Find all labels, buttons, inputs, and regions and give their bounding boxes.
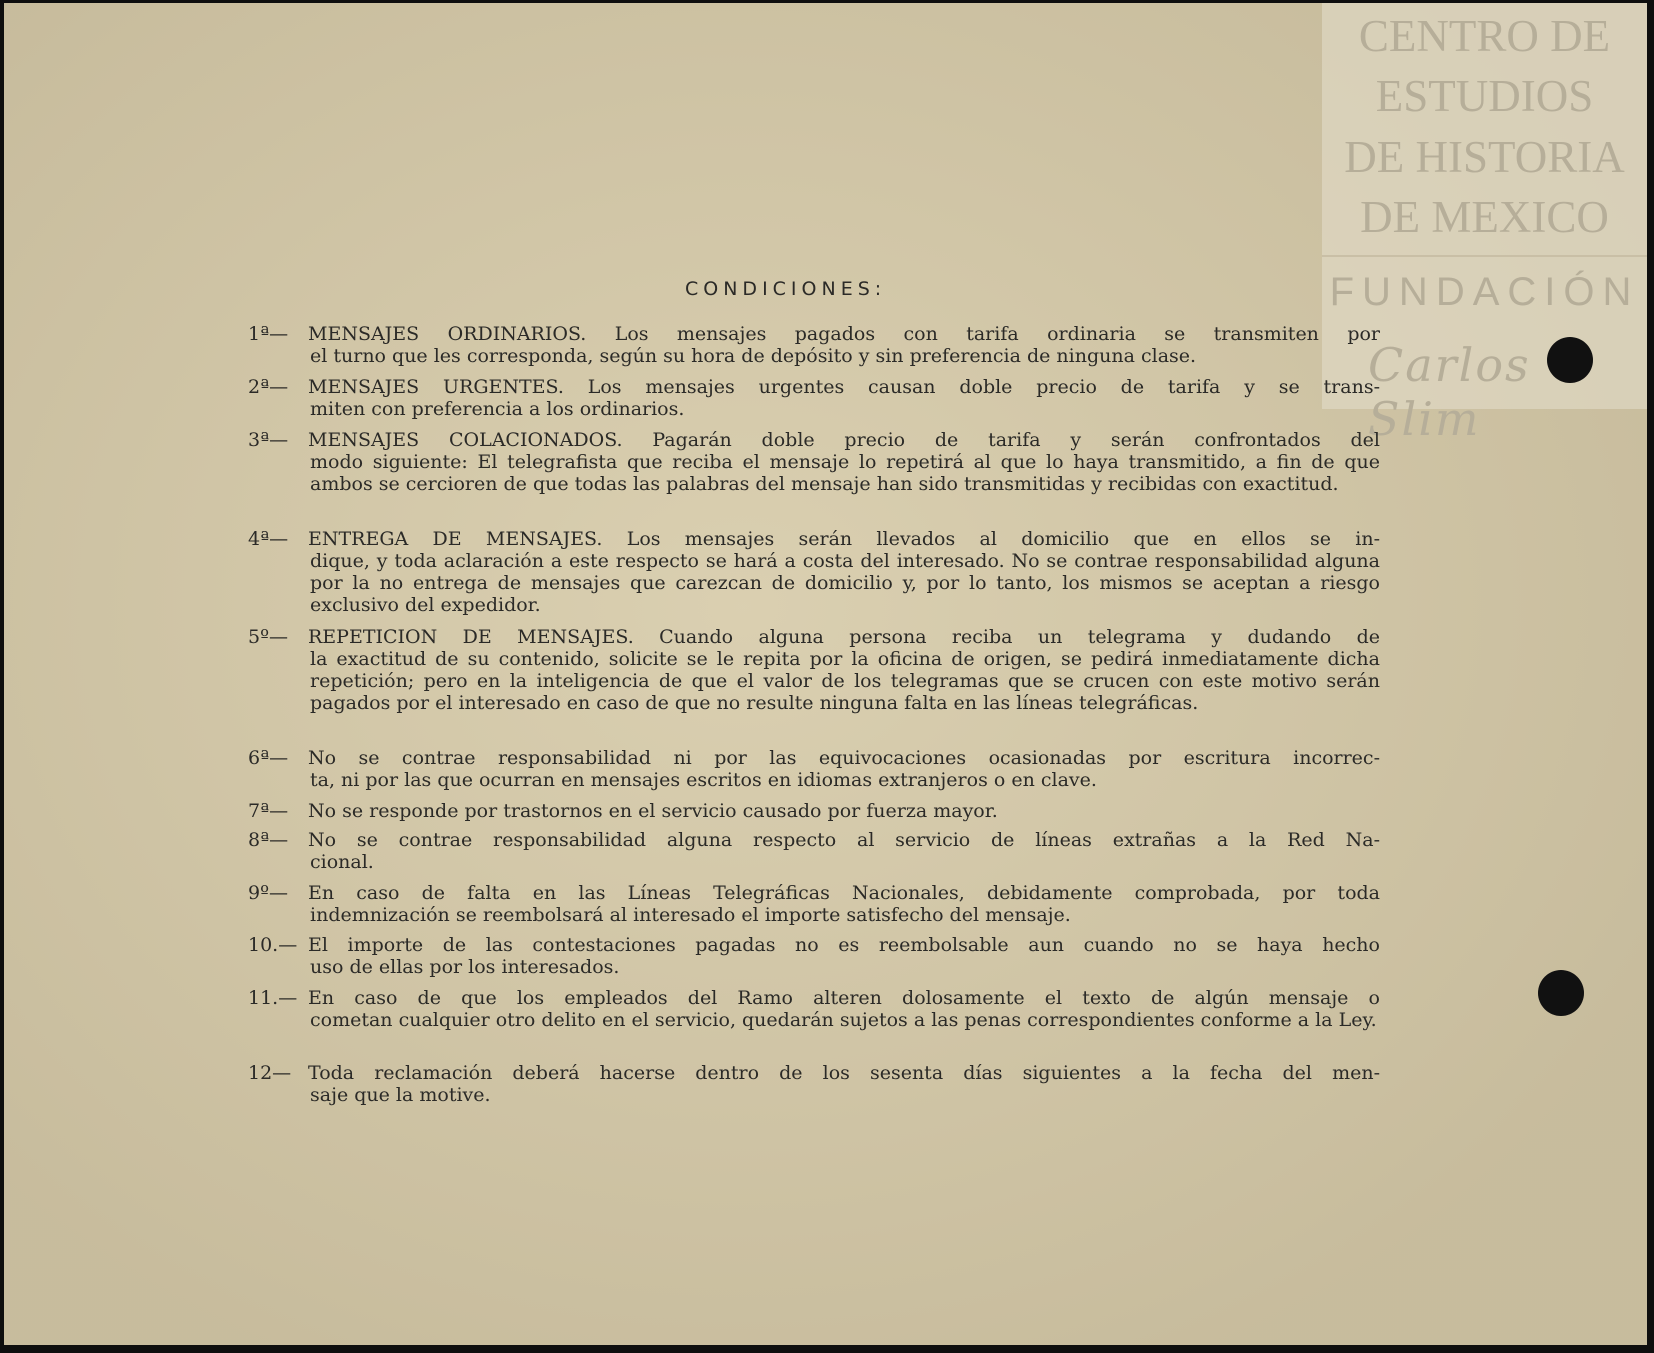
clause-first-line: En caso de falta en las Líneas Telegráficas Nacionales, debidamente comprobada, por toda [308, 882, 1380, 904]
stamp-line-4: DE MEXICO [1360, 192, 1609, 242]
clause-8 [248, 829, 1380, 873]
stamp-line-2: ESTUDIOS [1375, 71, 1594, 121]
clause-continuation: la exactitud de su contenido, solicite se le repita por la oficina de origen, se pedirá inmediatamente dicha repetición; pero en la inteligencia de que el valor de los telegramas que se crucen con este motivo serán pagados por el interesado en caso de que no resulte ninguna falta en las líneas telegráficas. [310, 648, 1380, 714]
clause-continuation: el turno que les corresponda, según su hora de depósito y sin preferencia de ninguna clase. [310, 345, 1197, 367]
clause-12 [248, 1062, 1380, 1106]
clause-number: 6ª— [248, 747, 289, 769]
clause-11 [248, 987, 1380, 1031]
clause-first-line: MENSAJES ORDINARIOS. Los mensajes pagados con tarifa ordinaria se transmiten por [308, 323, 1380, 345]
clause-continuation: miten con preferencia a los ordinarios. [310, 398, 685, 420]
clause-number: 12— [248, 1062, 292, 1084]
clause-continuation: indemnización se reembolsará al interesado el importe satisfecho del mensaje. [310, 904, 1071, 926]
clause-number: 10.— [248, 934, 298, 956]
clause-continuation: saje que la motive. [310, 1084, 491, 1106]
clause-continuation: ta, ni por las que ocurran en mensajes escritos en idiomas extranjeros o en clave. [310, 769, 1097, 791]
stamp-divider [1322, 255, 1647, 257]
clause-2 [248, 376, 1380, 420]
clause-first-line: No se responde por trastornos en el servicio causado por fuerza mayor. [308, 800, 998, 822]
clause-first-line: REPETICION DE MENSAJES. Cuando alguna persona reciba un telegrama y dudando de [308, 626, 1380, 648]
clause-continuation: uso de ellas por los interesados. [310, 956, 620, 978]
clause-number: 7ª— [248, 800, 289, 822]
clause-number: 11.— [248, 987, 298, 1009]
clause-5 [248, 626, 1380, 714]
clause-6 [248, 747, 1380, 791]
stamp-line-1: CENTRO DE [1358, 11, 1611, 61]
clause-first-line: ENTREGA DE MENSAJES. Los mensajes serán llevados al domicilio que en ellos se in- [308, 528, 1380, 550]
conditions-heading: CONDICIONES: [685, 278, 887, 300]
stamp-fundacion: FUNDACIÓN [1329, 270, 1640, 314]
punch-hole-bottom [1538, 970, 1584, 1016]
clause-10 [248, 934, 1380, 978]
clause-number: 3ª— [248, 429, 289, 451]
clause-first-line: No se contrae responsabilidad alguna respecto al servicio de líneas extrañas a la Red Na- [308, 829, 1380, 851]
clause-number: 9º— [248, 882, 289, 904]
clause-first-line: En caso de que los empleados del Ramo alteren dolosamente el texto de algún mensaje o [308, 987, 1380, 1009]
clause-3 [248, 429, 1380, 495]
clause-continuation: modo siguiente: El telegrafista que reciba el mensaje lo repetirá al que lo haya transmitido, a fin de que ambos se cercioren de que todas las palabras del mensaje han sido transmitidas y recibidas con exactitud. [310, 451, 1380, 495]
punch-hole-top [1547, 337, 1593, 383]
clause-continuation: cometan cualquier otro delito en el servicio, quedarán sujetos a las penas correspondientes conforme a la Ley. [310, 1009, 1377, 1031]
clause-number: 5º— [248, 626, 289, 648]
stamp-line-3: DE HISTORIA [1344, 132, 1625, 182]
clause-first-line: Toda reclamación deberá hacerse dentro de los sesenta días siguientes a la fecha del men- [308, 1062, 1380, 1084]
clause-number: 4ª— [248, 528, 289, 550]
clause-4 [248, 528, 1380, 616]
clause-7 [248, 800, 1380, 822]
clause-9 [248, 882, 1380, 926]
clause-number: 8ª— [248, 829, 289, 851]
clause-continuation: dique, y toda aclaración a este respecto se hará a costa del interesado. No se contrae responsabilidad alguna por la no entrega de mensajes que carezcan de domicilio y, por lo tanto, los mismos se aceptan a riesgo exclusivo del expedidor. [310, 550, 1380, 616]
clause-1 [248, 323, 1380, 367]
clause-first-line: El importe de las contestaciones pagadas no es reembolsable aun cuando no se haya hecho [308, 934, 1380, 956]
clause-number: 1ª— [248, 323, 289, 345]
stamp-signature: Carlos Slim [1368, 338, 1531, 446]
clause-first-line: MENSAJES COLACIONADOS. Pagarán doble precio de tarifa y serán confrontados del [308, 429, 1380, 451]
clause-number: 2ª— [248, 376, 289, 398]
clause-first-line: No se contrae responsabilidad ni por las equivocaciones ocasionadas por escritura incorrec- [308, 747, 1380, 769]
clause-first-line: MENSAJES URGENTES. Los mensajes urgentes causan doble precio de tarifa y se trans- [308, 376, 1380, 398]
clause-continuation: cional. [310, 851, 374, 873]
